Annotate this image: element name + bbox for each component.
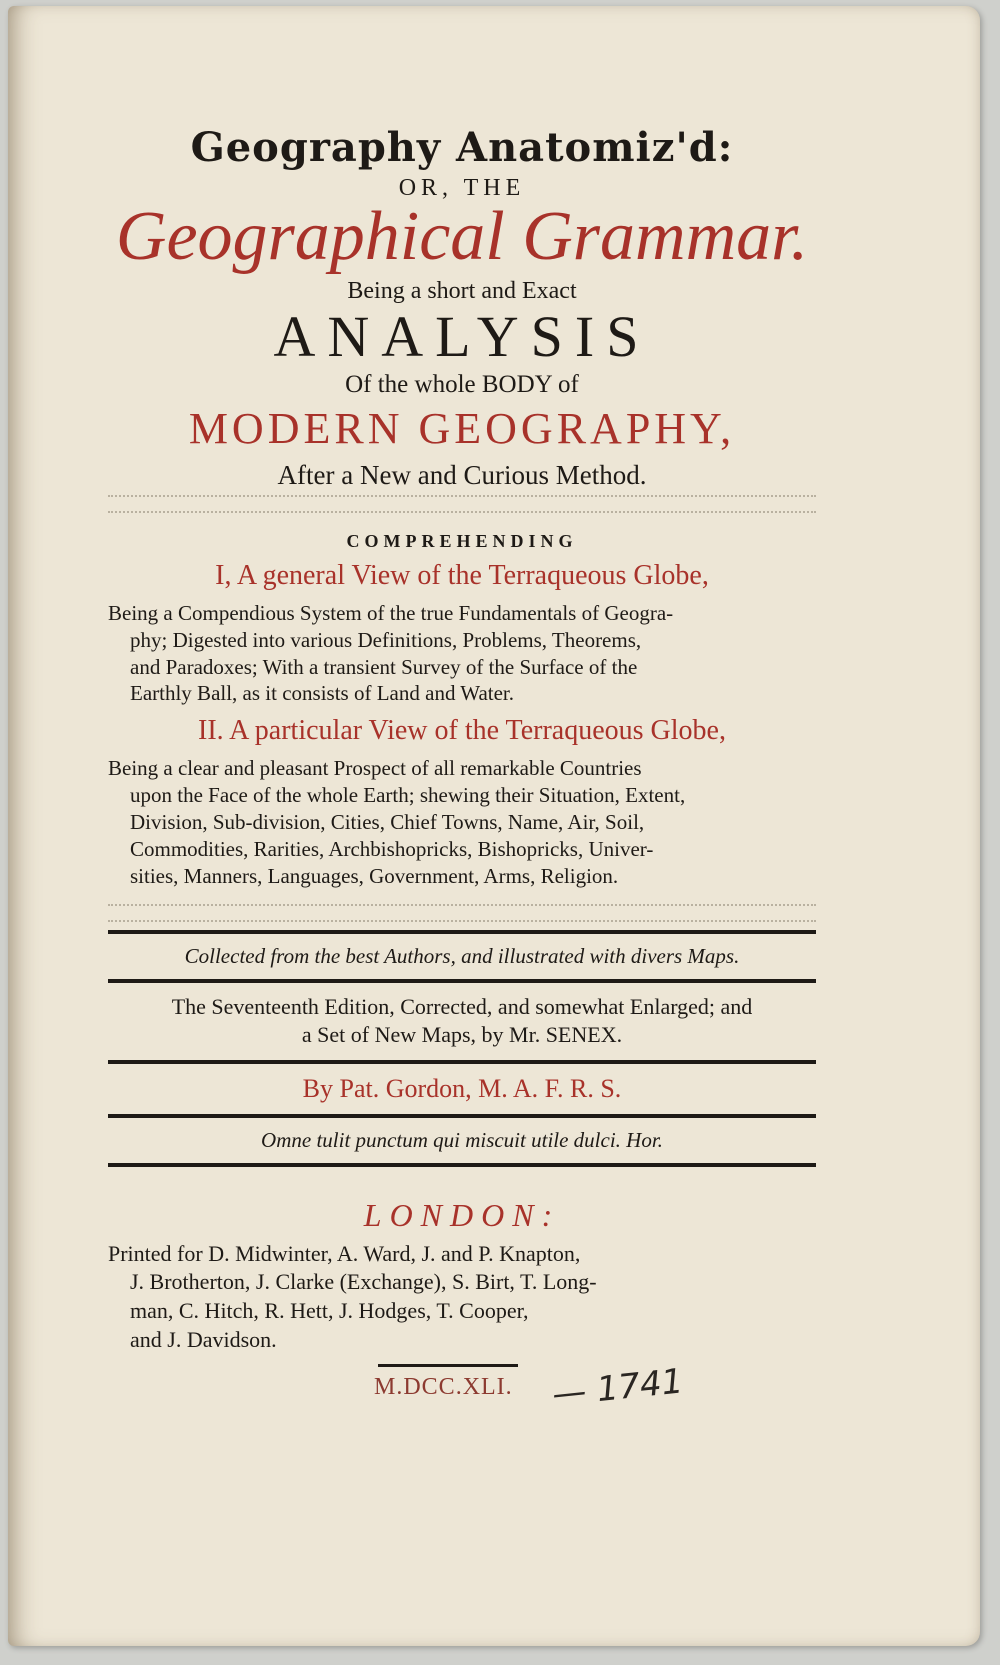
title-page (8, 6, 980, 1646)
divider-rule (108, 1114, 816, 1118)
divider-rule (108, 1060, 816, 1064)
london-heading: LONDON: (363, 1196, 561, 1233)
section-2-line: Being a clear and pleasant Prospect of all remarkable Countries (108, 756, 642, 781)
section-1-line: and Paradoxes; With a transient Survey of the Surface of the (130, 654, 638, 679)
divider-rule (108, 979, 816, 983)
section-2-line: Division, Sub-division, Cities, Chief Towns, Name, Air, Soil, (130, 810, 645, 835)
modern-geography-heading: MODERN GEOGRAPHY, (188, 403, 736, 453)
ornament-rule (108, 495, 816, 513)
main-title: Geography Anatomiz'd: (190, 124, 734, 171)
or-the: OR, THE (398, 175, 526, 201)
divider-rule (108, 1163, 816, 1167)
analysis-heading: ANALYSIS (273, 304, 651, 369)
ornament-rule (108, 904, 816, 922)
section-1-heading: I, A general View of the Terraqueous Globe, (215, 559, 709, 591)
edition-line: The Seventeenth Edition, Corrected, and somewhat Enlarged; and (171, 993, 753, 1019)
date-rule (378, 1364, 518, 1367)
edition-line: a Set of New Maps, by Mr. SENEX. (301, 1022, 623, 1048)
subtitle-red: Geographical Grammar. (115, 198, 809, 275)
section-2-line: Commodities, Rarities, Archbishopricks, Bishopricks, Univer- (130, 836, 654, 861)
section-2-line: upon the Face of the whole Earth; shewing their Situation, Extent, (130, 783, 686, 808)
section-1-text (108, 600, 816, 708)
edition-text (108, 993, 816, 1050)
printers-line: and J. Davidson. (130, 1326, 277, 1352)
section-2-text (108, 755, 816, 889)
divider-rule (108, 930, 816, 934)
printed-date: M.DCC.XLI. (374, 1374, 513, 1401)
motto-line: Omne tulit punctum qui miscuit utile dulci. Hor. (261, 1127, 663, 1152)
being-line: Being a short and Exact (347, 278, 577, 304)
after-new-method-line: After a New and Curious Method. (277, 459, 647, 490)
section-1-line: Being a Compendious System of the true Fundamentals of Geogra- (108, 600, 674, 625)
section-1-line: Earthly Ball, as it consists of Land and Water. (130, 681, 515, 706)
printers-line: J. Brotherton, J. Clarke (Exchange), S. Birt, T. Long- (130, 1269, 597, 1295)
title-page-text-column (108, 106, 816, 1415)
of-whole-body-line: Of the whole BODY of (345, 370, 579, 398)
printers-text (108, 1240, 816, 1354)
section-2-line: sities, Manners, Languages, Government, Arms, Religion. (130, 863, 619, 888)
printers-line: man, C. Hitch, R. Hett, J. Hodges, T. Cooper, (130, 1298, 529, 1324)
author-line: By Pat. Gordon, M. A. F. R. S. (302, 1073, 622, 1103)
printers-line: Printed for D. Midwinter, A. Ward, J. and P. Knapton, (108, 1240, 581, 1266)
section-2-heading: II. A particular View of the Terraqueous Globe, (198, 715, 726, 747)
collected-line: Collected from the best Authors, and illustrated with divers Maps. (184, 943, 740, 968)
section-1-line: phy; Digested into various Definitions, Problems, Theorems, (130, 627, 642, 652)
comprehending-heading: COMPREHENDING (346, 530, 578, 551)
handwritten-date: — 1741 (550, 1361, 686, 1415)
date-row (108, 1361, 816, 1415)
